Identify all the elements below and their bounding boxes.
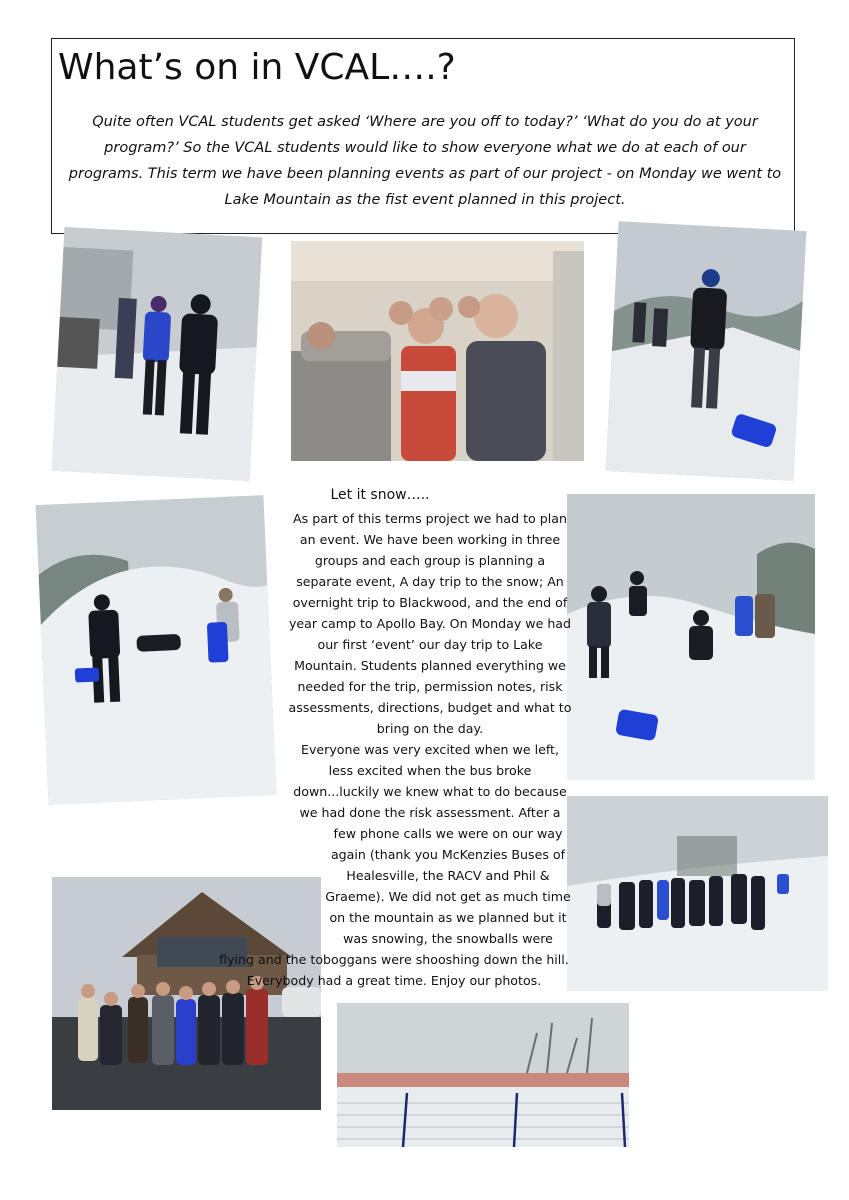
photo-bus-group	[291, 241, 584, 461]
photo-foggy-fence	[337, 1003, 629, 1147]
article-paragraph-1: As part of this terms project we had to plan an event. We have been working in three groups and each group is planning a separate event, A day trip to the snow; An overnight trip to Blackwood, and the end of year camp to Apollo Bay. On Monday we had our first ‘event’ our day trip to Lake Mountain. Students planned everything we needed for the trip, permission notes, risk assessments, directions, budget and what to bring on the day.	[288, 511, 572, 736]
header-box	[51, 38, 795, 234]
photo-toboggan-person	[606, 221, 807, 480]
article-paragraph-2: Everyone was very excited when we left, less excited when the bus broke down...luckily we knew what to do because we had done the risk assessment. After a few phone calls we were on our way again (thank you McKenzies Buses of Healesville, the RACV and Phil & Graeme). We did not get as much time on the mountain as we planned but it was snowing, the snowballs were flying and the toboggans were shooshing down the hill. Everybody had a great time. Enjoy our photos.	[219, 742, 571, 988]
photo-cheering-group	[567, 796, 828, 991]
article-heading: Let it snow…..	[330, 487, 430, 503]
photo-mound-group	[567, 494, 815, 780]
photo-snow-pair	[52, 227, 262, 481]
article-body	[216, 508, 572, 988]
page-title: What’s on in VCAL….?	[58, 47, 456, 88]
intro-text: Quite often VCAL students get asked ‘Where are you off to today?’ ‘What do you do at your program?’ So the VCAL students would like to show everyone what we do at each of our programs. This term we have been planning events as part of our project - on Monday we went to Lake Mountain as the fist event planned in this project.	[68, 114, 782, 208]
